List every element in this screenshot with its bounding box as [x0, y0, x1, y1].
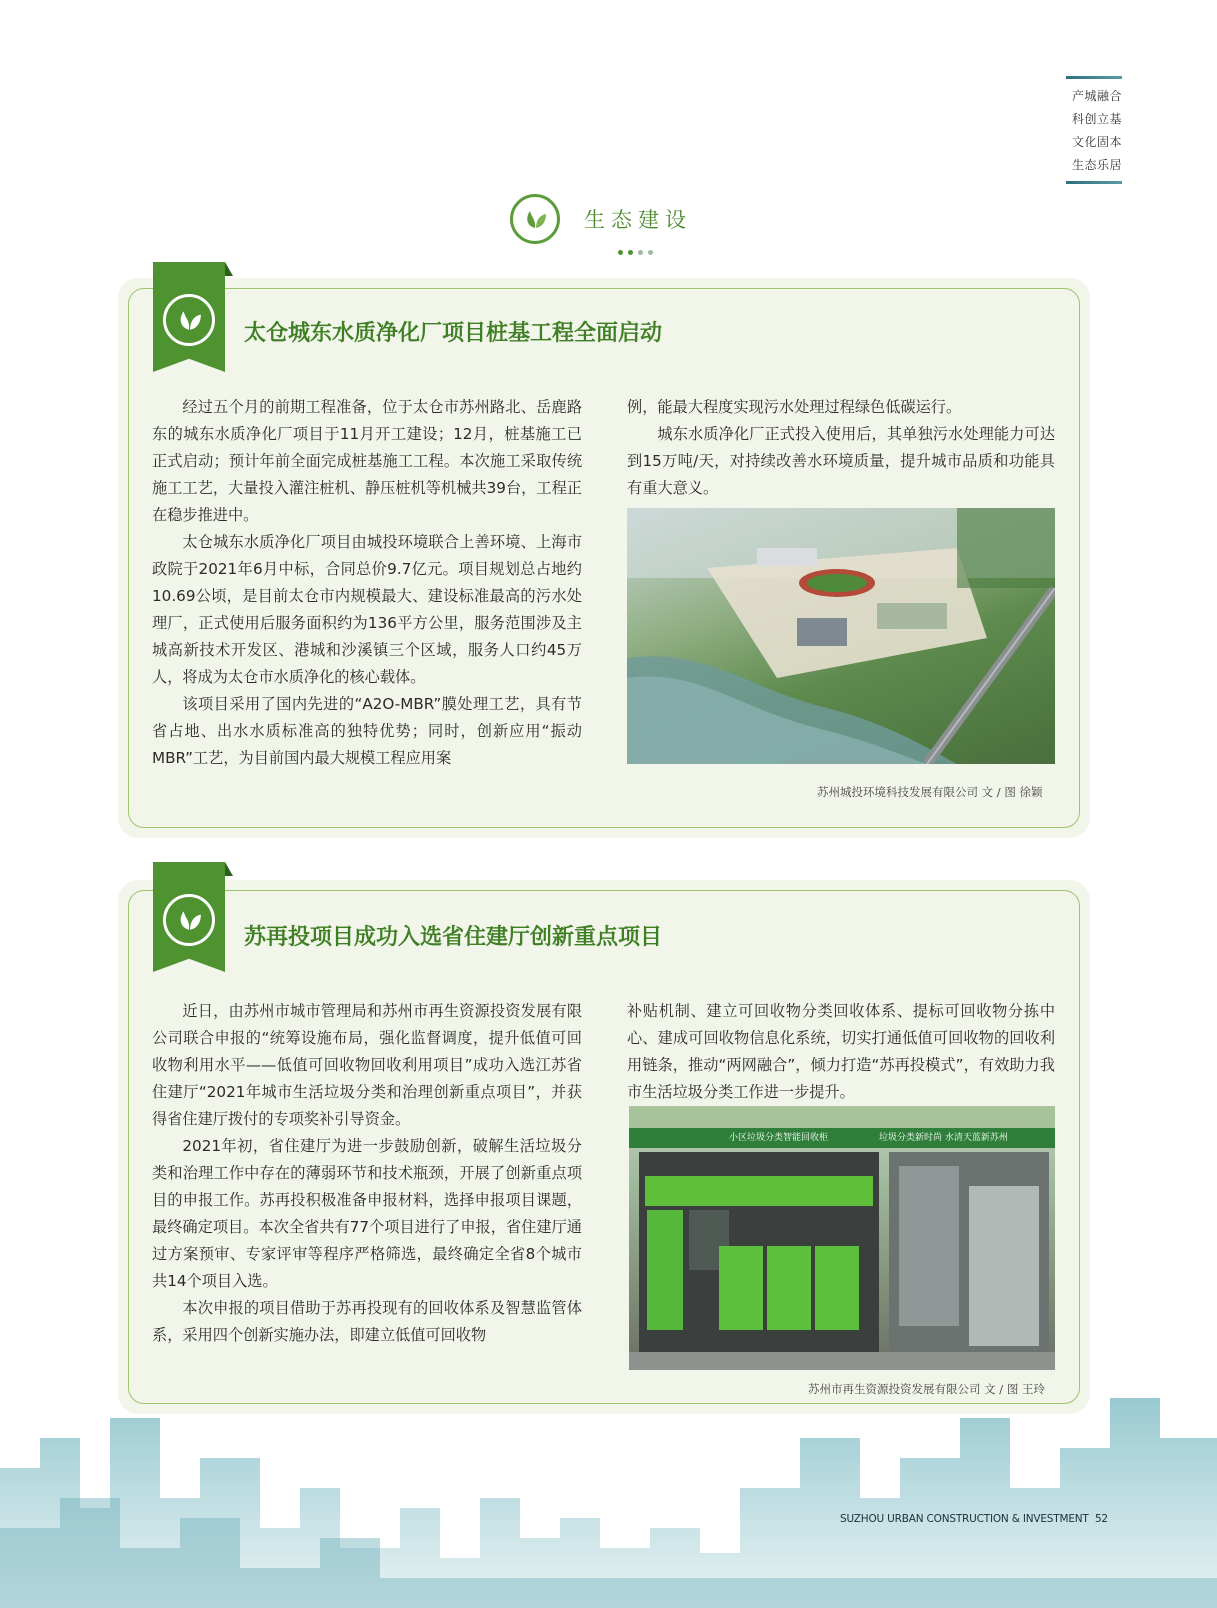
photo-caption: 苏州城投环境科技发展有限公司 文 / 图 徐颖	[817, 785, 1043, 799]
side-nav-item: 文化固本	[1071, 135, 1122, 149]
leaf-icon	[163, 894, 215, 946]
paragraph: 2021年初，省住建厅为进一步鼓励创新，破解生活垃圾分类和治理工作中存在的薄弱环节和技术瓶颈，开展了创新重点项目的申报工作。苏再投积极准备申报材料，选择申报项目课题，最终确定项目。本次全省共有77个项目进行了申报，省住建厅通过方案预审、专家评审等程序严格筛选，最终确定全省8个城市共14个项目入选。	[152, 1137, 582, 1290]
photo-caption: 苏州市再生资源投资发展有限公司 文 / 图 王玲	[808, 1382, 1045, 1396]
paragraph: 太仓城东水质净化厂项目由城投环境联合上善环境、上海市政院于2021年6月中标，合同总价9.7亿元。项目规划总占地约10.69公顷，是目前太仓市内规模最大、建设标准最高的污水处理厂，正式使用后服务面积约为136平方公里，服务范围涉及主城高新技术开发区、港城和沙溪镇三个区域，服务人口约45万人，将成为太仓市水质净化的核心载体。	[152, 533, 582, 686]
section-header	[510, 194, 710, 254]
footer-text: SUZHOU URBAN CONSTRUCTION & INVESTMENT	[840, 1513, 1089, 1525]
side-nav	[1066, 76, 1122, 184]
recycling-kiosk-photo	[629, 1106, 1055, 1370]
article-flag	[153, 862, 225, 972]
kiosk-sign: 垃圾分类新时尚 水清天蓝新苏州	[879, 1133, 1008, 1143]
side-nav-item: 产城融合	[1071, 89, 1122, 103]
section-dots	[618, 240, 658, 259]
page-number: 52	[1094, 1513, 1108, 1525]
paragraph: 经过五个月的前期工程准备，位于太仓市苏州路北、岳鹿路东的城东水质净化厂项目于11月开工建设；12月，桩基施工已正式启动；预计年前全面完成桩基施工工程。本次施工采取传统施工工艺，大量投入灌注桩机、静压桩机等机械共39台，工程正在稳步推进中。	[152, 398, 582, 524]
article-flag	[153, 262, 225, 372]
paragraph: 近日，由苏州市城市管理局和苏州市再生资源投资发展有限公司联合申报的“统筹设施布局，强化监督调度，提升低值可回收物利用水平——低值可回收物回收利用项目”成功入选江苏省住建厅“2021年城市生活垃圾分类和治理创新重点项目”，并获得省住建厅拨付的专项奖补引导资金。	[152, 1002, 582, 1128]
side-nav-bottom-rule	[1066, 181, 1122, 184]
leaf-icon	[510, 194, 560, 244]
article-left-column	[152, 394, 582, 772]
city-skyline-graphic	[0, 1378, 1217, 1608]
paragraph: 例，能最大程度实现污水处理过程绿色低碳运行。	[627, 398, 962, 416]
plant-aerial-photo	[627, 508, 1055, 764]
article-title: 太仓城东水质净化厂项目桩基工程全面启动	[244, 321, 663, 346]
article-title: 苏再投项目成功入选省住建厅创新重点项目	[244, 925, 663, 950]
page-footer	[840, 1513, 1108, 1525]
article-right-column	[627, 394, 1055, 502]
paragraph: 本次申报的项目借助于苏再投现有的回收体系及智慧监管体系，采用四个创新实施办法，即建立低值可回收物	[152, 1299, 582, 1344]
side-nav-item: 生态乐居	[1071, 158, 1122, 172]
side-nav-item: 科创立基	[1071, 112, 1122, 126]
leaf-icon	[163, 294, 215, 346]
paragraph: 补贴机制、建立可回收物分类回收体系、提标可回收物分拣中心、建成可回收物信息化系统，切实打通低值可回收物的回收利用链条，推动“两网融合”，倾力打造“苏再投模式”，有效助力我市生活垃圾分类工作进一步提升。	[627, 1002, 1055, 1101]
paragraph: 城东水质净化厂正式投入使用后，其单独污水处理能力可达到15万吨/天，对持续改善水环境质量，提升城市品质和功能具有重大意义。	[627, 425, 1055, 497]
article-left-column	[152, 998, 582, 1349]
paragraph: 该项目采用了国内先进的“A2O-MBR”膜处理工艺，具有节省占地、出水水质标准高的独特优势；同时，创新应用“振动MBR”工艺，为目前国内最大规模工程应用案	[152, 695, 582, 767]
article-right-column	[627, 998, 1055, 1106]
section-title: 生态建设	[584, 208, 692, 232]
kiosk-sign: 小区垃圾分类智能回收柜	[729, 1133, 829, 1143]
